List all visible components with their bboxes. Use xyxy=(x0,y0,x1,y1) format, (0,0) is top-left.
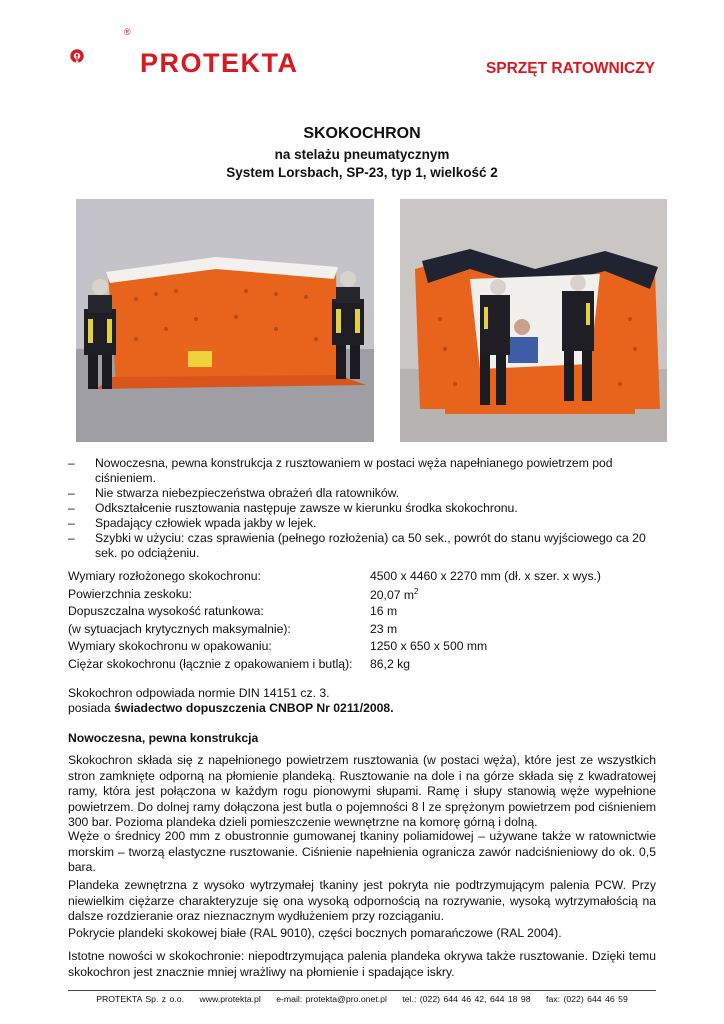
spec-value: 1250 x 650 x 500 mm xyxy=(370,639,488,654)
spec-value: 86,2 kg xyxy=(370,656,410,671)
photo-deployed-cushion xyxy=(76,199,374,442)
feature-text: Spadający człowiek wpada jakby w lejek. xyxy=(95,516,317,530)
list-item xyxy=(68,456,668,486)
registered-mark: ® xyxy=(124,27,131,37)
brand-name: PROTEKTA xyxy=(140,48,299,78)
footer-email[interactable]: e-mail: protekta@pro.onet.pl xyxy=(276,994,387,1004)
norm-statement xyxy=(68,686,394,716)
spec-label: Dopuszczalna wysokość ratunkowa: xyxy=(68,604,264,619)
paragraph: Plandeka zewnętrzna z wysoko wytrzymałej tkaniny jest pokryta nie podtrzymującym palenia PCW. Przy niewielkim ciężarze charakteryzuje się ona wysoką odpornością na rozrywanie, wysoką wytrzymałością na dalsze rozdzieranie oraz nieznacznym wydłużeniem przy rozciąganiu. xyxy=(68,878,656,924)
feature-text: Szybki w użyciu: czas sprawienia (pełnego rozłożenia) ca 50 sek., powrót do stanu wyjściowego ca 20 sek. po odciążeniu. xyxy=(95,531,646,560)
feature-text: Odkształcenie rusztowania następuje zawsze w kierunku środka skokochronu. xyxy=(95,501,518,515)
protekta-logo-icon xyxy=(68,30,138,82)
dash-bullet: – xyxy=(68,501,75,515)
specs-table xyxy=(68,569,668,675)
spec-row xyxy=(68,569,668,587)
page-subtitle-2: System Lorsbach, SP-23, typ 1, wielkość 2 xyxy=(226,165,498,180)
spec-label: Ciężar skokochronu (łącznie z opakowaniem i butlą): xyxy=(68,656,353,671)
spec-value: 23 m xyxy=(370,621,398,636)
certificate-number: świadectwo dopuszczenia CNBOP Nr 0211/2008. xyxy=(114,701,394,715)
paragraph: Pokrycie plandeki skokowej białe (RAL 9010), części bocznych pomarańczowe (RAL 2004). xyxy=(68,926,562,940)
paragraph: Węże o średnicy 200 mm z obustronnie gumowanej tkaniny poliamidowej – używane także w ratownictwie morskim – tworzą elastyczne rusztowanie. Ciśnienie napełnienia ogranicza zawór nadciśnieniowy do ok. 0,5 bara. xyxy=(68,829,656,875)
certificate-line xyxy=(68,701,394,716)
dash-bullet: – xyxy=(68,531,75,545)
footer-company: PROTEKTA Sp. z o.o. xyxy=(96,994,185,1004)
page-title: SKOKOCHRON xyxy=(303,125,421,142)
spec-row xyxy=(68,604,668,622)
list-item xyxy=(68,486,668,501)
spec-value-text: 20,07 m xyxy=(370,587,415,602)
footer xyxy=(0,994,724,1004)
dash-bullet: – xyxy=(68,516,75,530)
spec-label: (w sytuacjach krytycznych maksymalnie): xyxy=(68,621,291,636)
feature-text: Nie stwarza niebezpieczeństwa obrażeń dla ratowników. xyxy=(95,486,400,500)
footer-divider xyxy=(68,990,656,991)
spec-label: Wymiary rozłożonego skokochronu: xyxy=(68,569,261,583)
footer-website[interactable]: www.protekta.pl xyxy=(199,994,261,1004)
paragraph: Istotne nowości w skokochronie: niepodtrzymująca palenia plandeka okrywa także rusztowanie. Dzięki temu skokochron jest znacznie mniej wrażliwy na płomienie i spadające iskry. xyxy=(68,949,656,979)
page-subtitle-1: na stelażu pneumatycznym xyxy=(274,147,450,162)
paragraph: Skokochron składa się z napełnionego powietrzem rusztowania (w postaci węża), które jest ze wszystkich stron zamknięte odporną na płomienie plandeką. Rusztowanie na dole i na górze składa się z kwadratowej ramy, która jest połączona w każdym rogu pionowymi słupami. Ramę i słupy stanowią węże wypełnione powietrzem. Do dolnej ramy dołączona jest butla o pojemności 8 l ze sprężonym powietrzem pod ciśnieniem 300 bar. Pozioma plandeka dzieli pomieszczenie wewnętrzne na komorę górną i dolną. xyxy=(68,753,656,830)
spec-label: Powierzchnia zeskoku: xyxy=(68,586,192,601)
spec-row xyxy=(68,657,668,675)
spec-value xyxy=(370,587,419,602)
tagline: SPRZĘT RATOWNICZY xyxy=(485,60,655,77)
norm-line: Skokochron odpowiada normie DIN 14151 cz. 3. xyxy=(68,686,330,700)
spec-row xyxy=(68,639,668,657)
certificate-prefix: posiada xyxy=(68,701,115,715)
spec-value: 4500 x 4460 x 2270 mm (dł. x szer. x wys.) xyxy=(370,569,601,583)
list-item xyxy=(68,531,668,561)
dash-bullet: – xyxy=(68,486,75,500)
spec-label: Wymiary skokochronu w opakowaniu: xyxy=(68,639,272,654)
photo-cushion-in-use xyxy=(400,199,667,442)
footer-phone: tel.: (022) 644 46 42, 644 18 98 xyxy=(402,994,531,1004)
section-heading: Nowoczesna, pewna konstrukcja xyxy=(68,731,259,745)
footer-fax: fax: (022) 644 46 59 xyxy=(546,994,628,1004)
spec-value-superscript: 2 xyxy=(414,586,419,596)
feature-list xyxy=(68,456,668,561)
list-item xyxy=(68,501,668,516)
list-item xyxy=(68,516,668,531)
spec-value: 16 m xyxy=(370,604,398,619)
spec-row xyxy=(68,587,668,605)
feature-text: Nowoczesna, pewna konstrukcja z rusztowaniem w postaci węża napełnianego powietrzem pod ciśnieniem. xyxy=(95,456,613,485)
dash-bullet: – xyxy=(68,456,75,470)
spec-row xyxy=(68,622,668,640)
